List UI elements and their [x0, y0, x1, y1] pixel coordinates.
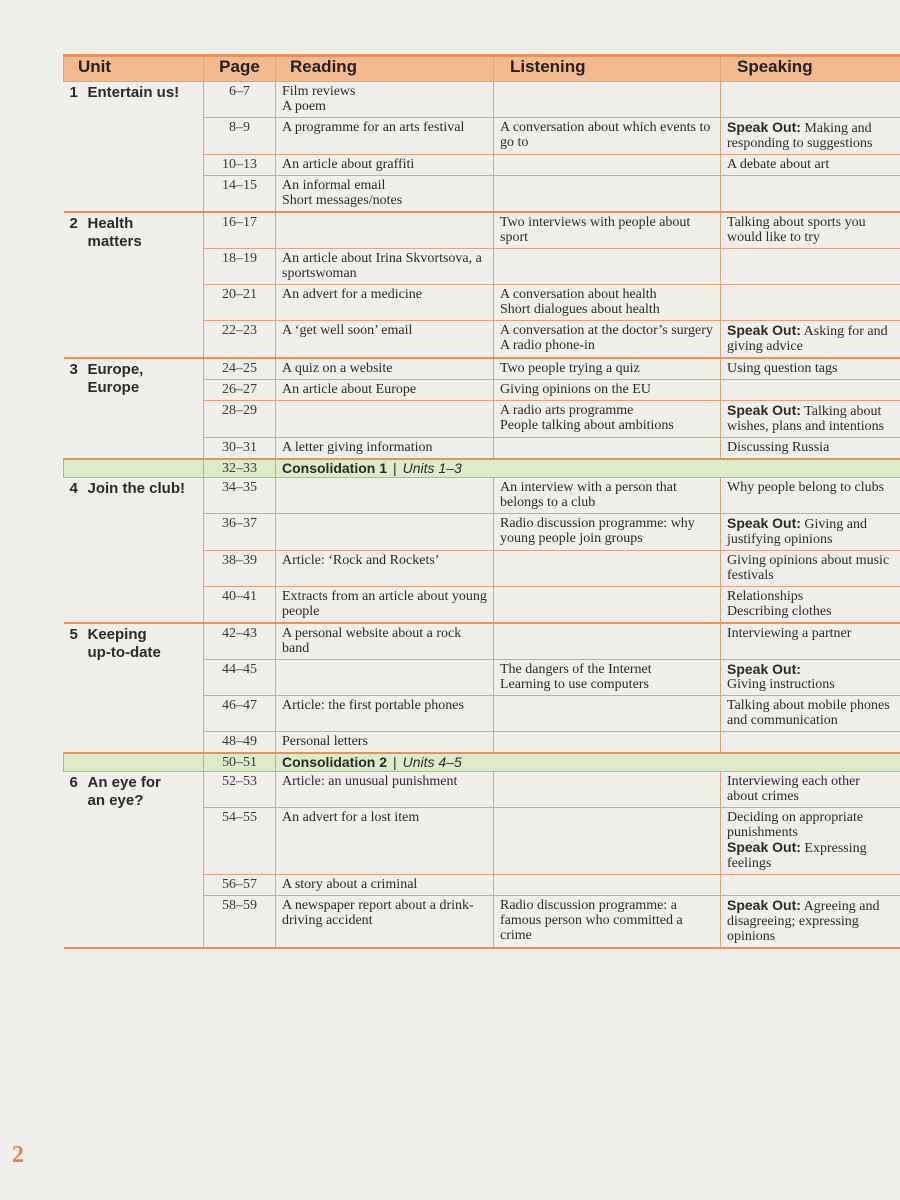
- consolidation-label: [276, 459, 900, 478]
- reading-cell: [276, 732, 494, 754]
- page-range: 20–21: [204, 285, 276, 321]
- speak-out-label: Speak Out:: [727, 515, 801, 531]
- page-range: 8–9: [204, 118, 276, 155]
- speaking-cell: [721, 478, 900, 514]
- text-line: A personal website about a rock band: [282, 626, 462, 656]
- speak-out-label: Speak Out:: [727, 119, 801, 135]
- text-line: A newspaper report about a drink-driving accident: [282, 898, 474, 928]
- text-line: Article: the first portable phones: [282, 698, 464, 713]
- consolidation-title: Consolidation 1: [282, 460, 387, 476]
- consolidation-blank: [64, 753, 204, 772]
- speaking-cell: [721, 401, 900, 438]
- text-line: A poem: [282, 99, 326, 114]
- header-listening: Listening: [494, 56, 721, 82]
- text-line: An article about Europe: [282, 382, 417, 397]
- text-line: Giving and justifying opinions: [727, 517, 868, 547]
- table-row: [64, 478, 900, 514]
- unit-cell: [64, 623, 204, 753]
- speaking-cell: [721, 380, 900, 401]
- text-line: Giving opinions on the EU: [500, 382, 651, 397]
- text-line: An advert for a lost item: [282, 810, 420, 825]
- speaking-cell: [721, 551, 900, 587]
- page-range: 46–47: [204, 696, 276, 732]
- reading-cell: [276, 321, 494, 359]
- page-range: 28–29: [204, 401, 276, 438]
- table-row: [64, 358, 900, 380]
- text-line: Film reviews: [282, 84, 356, 99]
- text-line: Short dialogues about health: [500, 302, 660, 317]
- speaking-cell: [721, 358, 900, 380]
- reading-cell: [276, 808, 494, 875]
- listening-cell: [494, 808, 721, 875]
- reading-cell: [276, 401, 494, 438]
- header-unit: Unit: [64, 56, 204, 82]
- consolidation-row: [64, 753, 900, 772]
- text-line: Deciding on appropriate punishments: [727, 810, 864, 840]
- text-line: A conversation about which events to go to: [500, 120, 711, 150]
- speaking-cell: [721, 285, 900, 321]
- unit-cell: [64, 772, 204, 949]
- text-line: Short messages/notes: [282, 193, 403, 208]
- unit-cell: [64, 212, 204, 358]
- text-line: A conversation at the doctor’s surgery: [500, 323, 713, 338]
- speaking-cell: [721, 212, 900, 249]
- page-number: 2: [12, 1142, 24, 1168]
- listening-cell: [494, 358, 721, 380]
- header-page: Page: [204, 56, 276, 82]
- unit-number: 6: [69, 774, 78, 791]
- text-line: Personal letters: [282, 734, 368, 749]
- listening-cell: [494, 623, 721, 660]
- page-range: 44–45: [204, 660, 276, 696]
- reading-cell: [276, 660, 494, 696]
- reading-cell: [276, 285, 494, 321]
- text-line: Agreeing and disagreeing; expressing opinions: [727, 899, 880, 944]
- text-line: Making and responding to suggestions: [727, 121, 873, 151]
- text-line: Article: ‘Rock and Rockets’: [282, 553, 440, 568]
- unit-title-line: Keeping: [87, 626, 147, 643]
- reading-cell: [276, 380, 494, 401]
- speaking-cell: [721, 118, 900, 155]
- text-line: Two interviews with people about sport: [500, 215, 691, 245]
- unit-title: [88, 480, 186, 498]
- page-range: 10–13: [204, 155, 276, 176]
- listening-cell: [494, 478, 721, 514]
- text-line: A conversation about health: [500, 287, 657, 302]
- listening-cell: [494, 875, 721, 896]
- unit-title-line: up-to-date: [87, 644, 161, 661]
- reading-cell: [276, 438, 494, 460]
- text-line: Interviewing each other about crimes: [727, 774, 860, 804]
- consolidation-units: Units 1–3: [402, 460, 462, 476]
- text-line: Expressing feelings: [727, 841, 867, 871]
- text-line: Describing clothes: [727, 604, 832, 619]
- page-range: 42–43: [204, 623, 276, 660]
- speaking-cell: [721, 875, 900, 896]
- reading-cell: [276, 623, 494, 660]
- text-line: An advert for a medicine: [282, 287, 422, 302]
- text-line: Relationships: [727, 589, 804, 604]
- page-range: 54–55: [204, 808, 276, 875]
- unit-cell: [64, 478, 204, 624]
- unit-title: [88, 215, 142, 251]
- speaking-cell: [721, 660, 900, 696]
- listening-cell: [494, 587, 721, 624]
- text-line: Extracts from an article about young people: [282, 589, 487, 619]
- speaking-cell: [721, 623, 900, 660]
- text-line: An informal email: [282, 178, 386, 193]
- listening-cell: [494, 896, 721, 949]
- text-line: A letter giving information: [282, 440, 433, 455]
- text-line: A radio phone-in: [500, 338, 595, 353]
- header-reading: Reading: [276, 56, 494, 82]
- unit-title: [88, 774, 161, 810]
- speaking-cell: [721, 438, 900, 460]
- text-line: Giving opinions about music festivals: [727, 553, 890, 583]
- text-line: Talking about mobile phones and communication: [727, 698, 890, 728]
- page-range: 36–37: [204, 514, 276, 551]
- unit-title-line: Entertain us!: [87, 84, 180, 101]
- speaking-cell: [721, 696, 900, 732]
- listening-cell: [494, 249, 721, 285]
- reading-cell: [276, 551, 494, 587]
- listening-cell: [494, 212, 721, 249]
- contents-table: [63, 54, 900, 949]
- contents-body: [64, 82, 900, 949]
- listening-cell: [494, 438, 721, 460]
- text-line: Article: an unusual punishment: [282, 774, 458, 789]
- speaking-cell: [721, 587, 900, 624]
- unit-number: 3: [69, 361, 78, 378]
- listening-cell: [494, 380, 721, 401]
- unit-number: 5: [69, 626, 78, 643]
- page-range: 30–31: [204, 438, 276, 460]
- speaking-cell: [721, 249, 900, 285]
- reading-cell: [276, 212, 494, 249]
- listening-cell: [494, 176, 721, 213]
- text-line: A programme for an arts festival: [282, 120, 465, 135]
- reading-cell: [276, 249, 494, 285]
- listening-cell: [494, 660, 721, 696]
- listening-cell: [494, 772, 721, 808]
- speaking-cell: [721, 176, 900, 213]
- unit-title-line: matters: [87, 233, 142, 250]
- table-row: [64, 623, 900, 660]
- unit-title: [88, 361, 144, 397]
- listening-cell: [494, 732, 721, 754]
- speak-out-label: Speak Out:: [727, 402, 801, 418]
- reading-cell: [276, 772, 494, 808]
- page-range: 52–53: [204, 772, 276, 808]
- page-range: 18–19: [204, 249, 276, 285]
- unit-number: 2: [69, 215, 78, 232]
- listening-cell: [494, 118, 721, 155]
- unit-title-line: an eye?: [87, 792, 144, 809]
- speak-out-label: Speak Out:: [727, 661, 801, 677]
- text-line: An article about graffiti: [282, 157, 415, 172]
- reading-cell: [276, 696, 494, 732]
- reading-cell: [276, 478, 494, 514]
- text-line: Two people trying a quiz: [500, 361, 640, 376]
- text-line: Interviewing a partner: [727, 626, 852, 641]
- page-range: 56–57: [204, 875, 276, 896]
- reading-cell: [276, 896, 494, 949]
- speak-out-label: Speak Out:: [727, 839, 801, 855]
- consolidation-blank: [64, 459, 204, 478]
- unit-number: 1: [69, 84, 78, 101]
- text-line: Radio discussion programme: a famous person who committed a crime: [500, 898, 683, 943]
- speak-out-label: Speak Out:: [727, 322, 801, 338]
- speaking-cell: [721, 732, 900, 754]
- consolidation-units: Units 4–5: [402, 754, 462, 770]
- text-line: An article about Irina Skvortsova, a sportswoman: [282, 251, 482, 281]
- unit-title-line: Health: [87, 215, 134, 232]
- table-row: [64, 82, 900, 118]
- page-range: 58–59: [204, 896, 276, 949]
- unit-cell: [64, 358, 204, 459]
- page-range: 38–39: [204, 551, 276, 587]
- unit-cell: [64, 82, 204, 213]
- header-row: [64, 56, 900, 82]
- page-range: 16–17: [204, 212, 276, 249]
- text-line: Talking about wishes, plans and intentions: [727, 404, 885, 434]
- text-line: The dangers of the Internet: [500, 662, 652, 677]
- page-range: 6–7: [204, 82, 276, 118]
- text-line: Why people belong to clubs: [727, 480, 885, 495]
- page-range: 26–27: [204, 380, 276, 401]
- page-range: 50–51: [204, 753, 276, 772]
- reading-cell: [276, 358, 494, 380]
- page-range: 32–33: [204, 459, 276, 478]
- speaking-cell: [721, 896, 900, 949]
- reading-cell: [276, 176, 494, 213]
- reading-cell: [276, 82, 494, 118]
- listening-cell: [494, 551, 721, 587]
- page-range: 14–15: [204, 176, 276, 213]
- unit-title-line: Join the club!: [87, 480, 185, 497]
- separator: |: [393, 460, 397, 476]
- unit-number: 4: [69, 480, 78, 497]
- text-line: Discussing Russia: [727, 440, 830, 455]
- reading-cell: [276, 155, 494, 176]
- text-line: A radio arts programme: [500, 403, 634, 418]
- table-row: [64, 212, 900, 249]
- unit-title-line: Europe,: [87, 361, 144, 378]
- text-line: A story about a criminal: [282, 877, 418, 892]
- listening-cell: [494, 285, 721, 321]
- text-line: A quiz on a website: [282, 361, 393, 376]
- unit-title: [88, 84, 180, 102]
- listening-cell: [494, 82, 721, 118]
- text-line: Asking for and giving advice: [727, 324, 888, 354]
- speaking-cell: [721, 772, 900, 808]
- text-line: Giving instructions: [727, 677, 835, 692]
- header-speaking: Speaking: [721, 56, 900, 82]
- listening-cell: [494, 514, 721, 551]
- text-line: A debate about art: [727, 157, 830, 172]
- unit-title: [88, 626, 161, 662]
- reading-cell: [276, 587, 494, 624]
- listening-cell: [494, 155, 721, 176]
- speaking-cell: [721, 82, 900, 118]
- page-range: 34–35: [204, 478, 276, 514]
- speaking-cell: [721, 155, 900, 176]
- unit-title-line: Europe: [87, 379, 140, 396]
- consolidation-label: [276, 753, 900, 772]
- reading-cell: [276, 514, 494, 551]
- text-line: An interview with a person that belongs to a club: [500, 480, 677, 510]
- page-range: 22–23: [204, 321, 276, 359]
- text-line: Talking about sports you would like to try: [727, 215, 866, 245]
- speaking-cell: [721, 321, 900, 359]
- reading-cell: [276, 118, 494, 155]
- text-line: A ‘get well soon’ email: [282, 323, 413, 338]
- page-range: 48–49: [204, 732, 276, 754]
- table-row: [64, 772, 900, 808]
- speak-out-line: [727, 840, 895, 871]
- text-line: People talking about ambitions: [500, 418, 674, 433]
- consolidation-row: [64, 459, 900, 478]
- speaking-cell: [721, 808, 900, 875]
- text-line: Radio discussion programme: why young people join groups: [500, 516, 695, 546]
- page-range: 24–25: [204, 358, 276, 380]
- text-line: Using question tags: [727, 361, 838, 376]
- separator: |: [393, 754, 397, 770]
- listening-cell: [494, 401, 721, 438]
- unit-title-line: An eye for: [87, 774, 161, 791]
- reading-cell: [276, 875, 494, 896]
- page-range: 40–41: [204, 587, 276, 624]
- text-line: Learning to use computers: [500, 677, 649, 692]
- listening-cell: [494, 321, 721, 359]
- consolidation-title: Consolidation 2: [282, 754, 387, 770]
- listening-cell: [494, 696, 721, 732]
- speak-out-label: Speak Out:: [727, 897, 801, 913]
- speaking-cell: [721, 514, 900, 551]
